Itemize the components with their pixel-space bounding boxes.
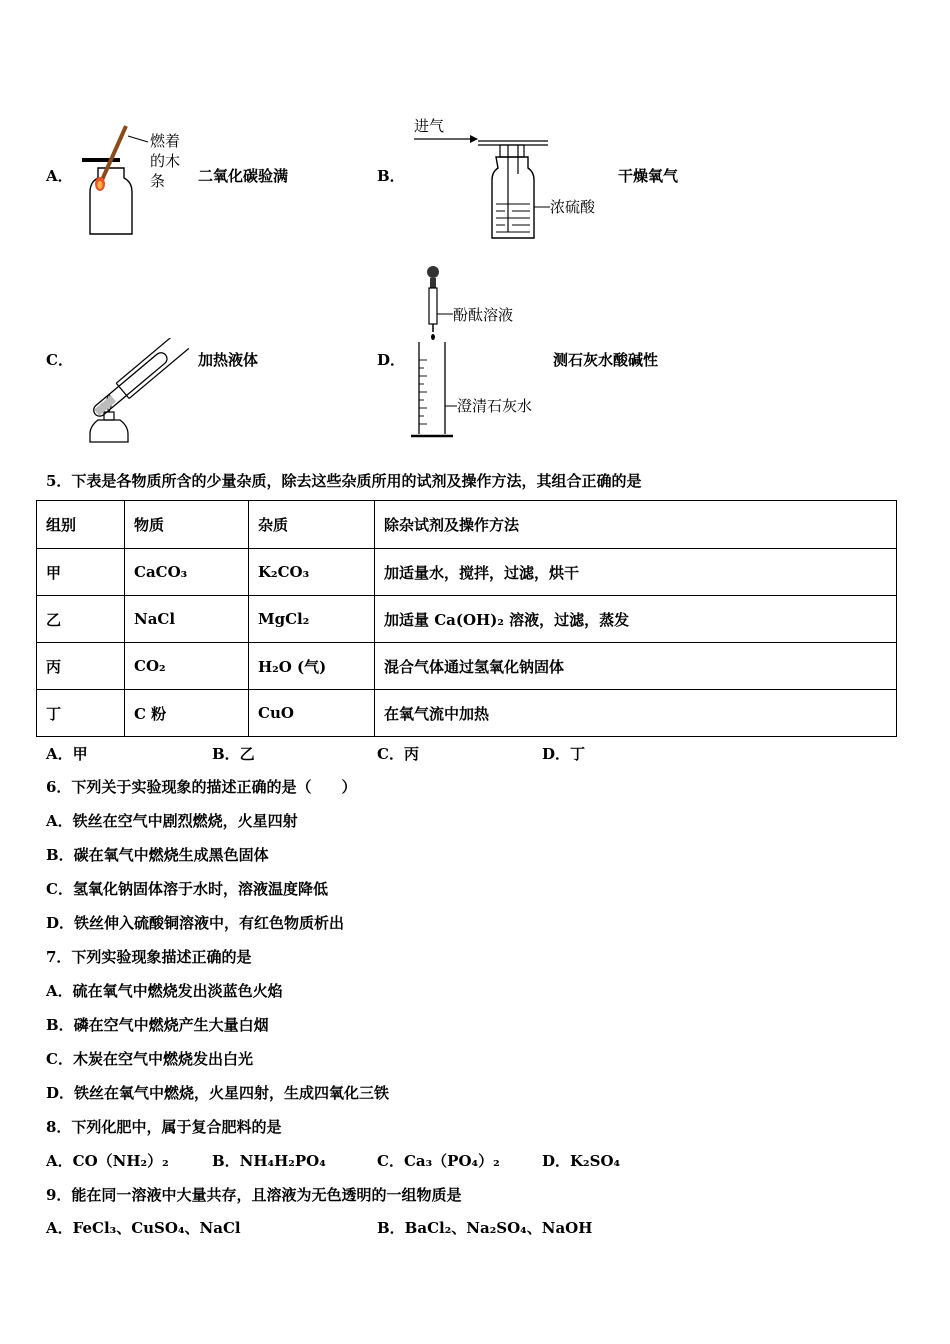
heating-liquid-diagram xyxy=(78,338,198,450)
option-c[interactable]: C．Ca₃（PO₄）₂ xyxy=(377,1152,500,1170)
burning-stick-label-1: 燃着 xyxy=(150,132,181,150)
table-cell: H₂O (气) xyxy=(249,643,375,690)
table-cell: 加适量水，搅拌，过滤，烘干 xyxy=(375,549,897,596)
table-cell: NaCl xyxy=(125,596,249,643)
option-b[interactable]: B．BaCl₂、Na₂SO₄、NaOH xyxy=(377,1219,593,1237)
option-a[interactable]: A．铁丝在空气中剧烈燃烧，火星四射 xyxy=(46,812,298,830)
option-d[interactable]: D．铁丝在氧气中燃烧，火星四射，生成四氧化三铁 xyxy=(46,1084,390,1102)
lime-water-test-diagram xyxy=(405,262,555,448)
question-6-stem: 6．下列关于实验现象的描述正确的是（ ） xyxy=(46,778,357,796)
option-label: 干燥氧气 xyxy=(618,167,679,185)
option-label: 加热液体 xyxy=(198,351,259,369)
question-9-stem: 9．能在同一溶液中大量共存，且溶液为无色透明的一组物质是 xyxy=(46,1186,462,1204)
table-header-row xyxy=(37,501,897,549)
question-7-stem: 7．下列实验现象描述正确的是 xyxy=(46,948,252,966)
clear-lime-water-label: 澄清石灰水 xyxy=(457,397,533,415)
option-a[interactable]: A．硫在氧气中燃烧发出淡蓝色火焰 xyxy=(46,982,283,1000)
option-d[interactable]: D．K₂SO₄ xyxy=(542,1152,621,1170)
question-5-stem: 5．下表是各物质所含的少量杂质，除去这些杂质所用的试剂及操作方法，其组合正确的是 xyxy=(46,472,642,490)
option-letter: D． xyxy=(377,351,406,369)
option-letter: A． xyxy=(46,167,73,185)
table-cell: 乙 xyxy=(37,596,125,643)
conc-sulfuric-acid-label: 浓硫酸 xyxy=(550,198,596,216)
table-cell: MgCl₂ xyxy=(249,596,375,643)
table-cell: CuO xyxy=(249,690,375,737)
header-cell: 除杂试剂及操作方法 xyxy=(375,501,897,549)
option-b[interactable]: B．碳在氧气中燃烧生成黑色固体 xyxy=(46,846,269,864)
phenolphthalein-label: 酚酞溶液 xyxy=(453,306,514,324)
table-cell: 甲 xyxy=(37,549,125,596)
table-row xyxy=(37,549,897,596)
table-row xyxy=(37,690,897,737)
question-8-stem: 8．下列化肥中，属于复合肥料的是 xyxy=(46,1118,282,1136)
burning-stick-label-2: 的木 xyxy=(150,152,181,170)
header-cell: 杂质 xyxy=(249,501,375,549)
option-c[interactable]: C．氢氧化钠固体溶于水时，溶液温度降低 xyxy=(46,880,328,898)
option-a[interactable]: A．CO（NH₂）₂ xyxy=(46,1152,169,1170)
table-cell: 丁 xyxy=(37,690,125,737)
option-label: 测石灰水酸碱性 xyxy=(553,351,659,369)
option-a[interactable]: A．FeCl₃、CuSO₄、NaCl xyxy=(46,1219,241,1237)
header-cell: 组别 xyxy=(37,501,125,549)
gas-inlet-label: 进气 xyxy=(414,117,445,135)
table-cell: CaCO₃ xyxy=(125,549,249,596)
option-b[interactable]: B．磷在空气中燃烧产生大量白烟 xyxy=(46,1016,269,1034)
option-letter: B． xyxy=(377,167,405,185)
option-label: 二氧化碳验满 xyxy=(198,167,289,185)
table-cell: CO₂ xyxy=(125,643,249,690)
impurity-removal-table xyxy=(36,500,897,737)
table-cell: 在氧气流中加热 xyxy=(375,690,897,737)
table-cell: 加适量 Ca(OH)₂ 溶液，过滤，蒸发 xyxy=(375,596,897,643)
option-c[interactable]: C．丙 xyxy=(377,745,419,763)
table-cell: K₂CO₃ xyxy=(249,549,375,596)
table-cell: 混合气体通过氢氧化钠固体 xyxy=(375,643,897,690)
header-cell: 物质 xyxy=(125,501,249,549)
co2-full-test-diagram xyxy=(78,120,198,242)
option-c[interactable]: C．木炭在空气中燃烧发出白光 xyxy=(46,1050,253,1068)
option-letter: C． xyxy=(46,351,73,369)
table-row xyxy=(37,643,897,690)
option-d[interactable]: D．丁 xyxy=(542,745,586,763)
gas-drying-bottle-diagram xyxy=(410,112,610,244)
burning-stick-label-3: 条 xyxy=(150,172,166,190)
table-cell: 丙 xyxy=(37,643,125,690)
option-b[interactable]: B．NH₄H₂PO₄ xyxy=(212,1152,326,1170)
table-cell: C 粉 xyxy=(125,690,249,737)
option-b[interactable]: B．乙 xyxy=(212,745,255,763)
table-row xyxy=(37,596,897,643)
option-d[interactable]: D．铁丝伸入硫酸铜溶液中，有红色物质析出 xyxy=(46,914,345,932)
option-a[interactable]: A．甲 xyxy=(46,745,88,763)
